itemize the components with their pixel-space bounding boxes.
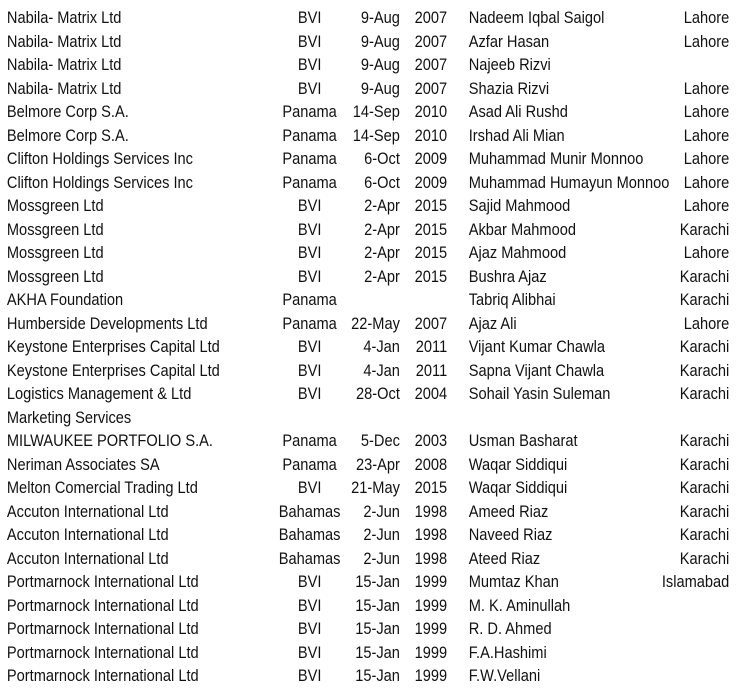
- year-cell: 2007: [414, 31, 448, 51]
- date-cell: 6-Oct: [364, 172, 400, 192]
- year-cell: 2015: [414, 266, 448, 286]
- table-row: [0, 453, 740, 477]
- year-cell: 2009: [414, 172, 448, 192]
- jurisdiction-cell: BVI: [297, 666, 322, 685]
- company-cell: Logistics Management & Ltd: [6, 384, 192, 403]
- table-row: [0, 77, 740, 101]
- jurisdiction-cell: Panama: [282, 431, 337, 450]
- jurisdiction-cell: BVI: [297, 196, 322, 215]
- company-cell: Marketing Services: [6, 407, 132, 427]
- city-cell: Karachi: [679, 548, 730, 568]
- person-name-cell: Bushra Ajaz: [468, 266, 547, 286]
- year-cell: 2008: [414, 454, 448, 474]
- jurisdiction-cell: Panama: [282, 149, 337, 168]
- person-name-cell: Ameed Riaz: [468, 501, 549, 521]
- city-cell: Lahore: [683, 243, 730, 262]
- date-cell: 14-Sep: [352, 125, 400, 145]
- year-cell: 2015: [414, 219, 448, 239]
- company-cell: Portmarnock International Ltd: [6, 642, 199, 662]
- city-cell: Karachi: [679, 525, 730, 544]
- date-cell: 2-Apr: [364, 243, 400, 262]
- city-cell: Lahore: [683, 172, 730, 192]
- jurisdiction-cell: Panama: [282, 313, 337, 333]
- date-cell: 9-Aug: [360, 78, 400, 98]
- city-cell: Karachi: [679, 431, 730, 450]
- person-name-cell: Sapna Vijant Chawla: [468, 360, 605, 380]
- jurisdiction-cell: Bahamas: [278, 548, 341, 568]
- table-row: [0, 547, 740, 571]
- table-row: [0, 641, 740, 665]
- jurisdiction-cell: BVI: [297, 478, 322, 497]
- person-name-cell: Vijant Kumar Chawla: [468, 337, 605, 356]
- table-row: [0, 147, 740, 171]
- year-cell: 2003: [414, 431, 448, 450]
- table-row: [0, 570, 740, 594]
- date-cell: 15-Jan: [355, 666, 400, 685]
- company-cell: Portmarnock International Ltd: [6, 619, 199, 638]
- date-cell: 6-Oct: [364, 149, 400, 168]
- jurisdiction-cell: BVI: [297, 595, 322, 615]
- company-cell: MILWAUKEE PORTFOLIO S.A.: [6, 431, 213, 450]
- date-cell: 2-Jun: [363, 525, 400, 544]
- city-cell: Karachi: [679, 478, 730, 497]
- year-cell: 1999: [414, 642, 448, 662]
- year-cell: 1999: [414, 619, 448, 638]
- person-name-cell: Nadeem Iqbal Saigol: [468, 8, 605, 27]
- year-cell: 2010: [414, 102, 448, 121]
- city-cell: Lahore: [683, 125, 730, 145]
- jurisdiction-cell: BVI: [297, 8, 322, 27]
- company-cell: Nabila- Matrix Ltd: [6, 55, 122, 74]
- year-cell: 1998: [414, 525, 448, 544]
- year-cell: 2004: [414, 384, 448, 403]
- person-name-cell: Waqar Siddiqui: [468, 478, 568, 497]
- date-cell: 15-Jan: [355, 595, 400, 615]
- person-name-cell: Naveed Riaz: [468, 525, 553, 544]
- company-cell: AKHA Foundation: [6, 290, 124, 309]
- company-cell: Melton Comercial Trading Ltd: [6, 478, 198, 497]
- date-cell: 5-Dec: [360, 431, 400, 450]
- person-name-cell: Muhammad Munir Monnoo: [468, 149, 644, 168]
- city-cell: Karachi: [679, 501, 730, 521]
- company-cell: Humberside Developments Ltd: [6, 313, 208, 333]
- jurisdiction-cell: Panama: [282, 172, 337, 192]
- table-row: [0, 100, 740, 124]
- year-cell: 1999: [414, 666, 448, 685]
- company-cell: Mossgreen Ltd: [6, 243, 104, 262]
- city-cell: Lahore: [683, 31, 730, 51]
- city-cell: Karachi: [679, 219, 730, 239]
- company-cell: Keystone Enterprises Capital Ltd: [6, 337, 220, 356]
- table-row: [0, 523, 740, 547]
- year-cell: 2009: [414, 149, 448, 168]
- table-row: [0, 218, 740, 242]
- city-cell: Karachi: [679, 454, 730, 474]
- date-cell: 2-Apr: [364, 196, 400, 215]
- jurisdiction-cell: BVI: [297, 55, 322, 74]
- city-cell: Lahore: [683, 8, 730, 27]
- city-cell: Lahore: [683, 196, 730, 215]
- table-row: [0, 53, 740, 77]
- person-name-cell: Shazia Rizvi: [468, 78, 550, 98]
- city-cell: Karachi: [679, 266, 730, 286]
- table-row: [0, 359, 740, 383]
- table-row: [0, 6, 740, 30]
- table-row: [0, 476, 740, 500]
- city-cell: Lahore: [683, 149, 730, 168]
- year-cell: 2010: [414, 125, 448, 145]
- year-cell: 2015: [414, 196, 448, 215]
- year-cell: 2011: [415, 337, 448, 356]
- records-table: [0, 6, 740, 688]
- jurisdiction-cell: BVI: [297, 337, 322, 356]
- table-row: [0, 500, 740, 524]
- person-name-cell: Najeeb Rizvi: [468, 55, 551, 74]
- company-cell: Keystone Enterprises Capital Ltd: [6, 360, 220, 380]
- table-row: [0, 171, 740, 195]
- year-cell: 2011: [415, 360, 448, 380]
- person-name-cell: Tabriq Alibhai: [468, 290, 556, 309]
- table-row: [0, 30, 740, 54]
- city-cell: Karachi: [679, 360, 730, 380]
- company-cell: Nabila- Matrix Ltd: [6, 78, 122, 98]
- company-cell: Mossgreen Ltd: [6, 219, 104, 239]
- person-name-cell: Ajaz Mahmood: [468, 243, 567, 262]
- table-row: [0, 265, 740, 289]
- table-row: [0, 335, 740, 359]
- jurisdiction-cell: Bahamas: [278, 501, 341, 521]
- jurisdiction-cell: Panama: [282, 454, 337, 474]
- year-cell: 2007: [414, 313, 448, 333]
- year-cell: 2007: [414, 78, 448, 98]
- city-cell: Lahore: [683, 102, 730, 121]
- table-row: [0, 594, 740, 618]
- company-cell: Portmarnock International Ltd: [6, 572, 199, 591]
- table-row: [0, 664, 740, 688]
- person-name-cell: Akbar Mahmood: [468, 219, 576, 239]
- jurisdiction-cell: BVI: [297, 78, 322, 98]
- date-cell: 23-Apr: [356, 454, 400, 474]
- person-name-cell: Asad Ali Rushd: [468, 102, 568, 121]
- company-cell: Nabila- Matrix Ltd: [6, 8, 122, 27]
- jurisdiction-cell: Panama: [282, 125, 337, 145]
- person-name-cell: F.A.Hashimi: [468, 642, 547, 662]
- table-row: [0, 288, 740, 312]
- person-name-cell: Usman Basharat: [468, 431, 578, 450]
- jurisdiction-cell: BVI: [297, 572, 322, 591]
- person-name-cell: Waqar Siddiqui: [468, 454, 568, 474]
- person-name-cell: Sohail Yasin Suleman: [468, 384, 611, 403]
- city-cell: Karachi: [679, 337, 730, 356]
- company-cell: Clifton Holdings Services Inc: [6, 172, 193, 192]
- company-cell: Clifton Holdings Services Inc: [6, 149, 193, 168]
- year-cell: 1998: [414, 501, 448, 521]
- company-cell: Mossgreen Ltd: [6, 266, 104, 286]
- jurisdiction-cell: BVI: [297, 384, 322, 403]
- person-name-cell: F.W.Vellani: [468, 666, 541, 685]
- jurisdiction-cell: BVI: [297, 360, 322, 380]
- year-cell: 1998: [414, 548, 448, 568]
- date-cell: 22-May: [351, 313, 400, 333]
- jurisdiction-cell: BVI: [297, 266, 322, 286]
- person-name-cell: Muhammad Humayun Monnoo: [468, 172, 670, 192]
- date-cell: 2-Jun: [363, 548, 400, 568]
- jurisdiction-cell: BVI: [297, 642, 322, 662]
- date-cell: 4-Jan: [363, 337, 400, 356]
- company-cell: Mossgreen Ltd: [6, 196, 104, 215]
- person-name-cell: Sajid Mahmood: [468, 196, 571, 215]
- person-name-cell: Ateed Riaz: [468, 548, 541, 568]
- date-cell: 2-Apr: [364, 266, 400, 286]
- company-cell: Neriman Associates SA: [6, 454, 160, 474]
- company-cell: Belmore Corp S.A.: [6, 102, 129, 121]
- jurisdiction-cell: BVI: [297, 619, 322, 638]
- table-row: [0, 617, 740, 641]
- jurisdiction-cell: Panama: [282, 290, 337, 309]
- jurisdiction-cell: Panama: [282, 102, 337, 121]
- city-cell: Karachi: [679, 290, 730, 309]
- year-cell: 2015: [414, 478, 448, 497]
- person-name-cell: Irshad Ali Mian: [468, 125, 565, 145]
- date-cell: 14-Sep: [352, 102, 400, 121]
- table-row: [0, 429, 740, 453]
- city-cell: Karachi: [679, 384, 730, 403]
- person-name-cell: Azfar Hasan: [468, 31, 550, 51]
- company-cell: Portmarnock International Ltd: [6, 595, 199, 615]
- date-cell: 9-Aug: [360, 31, 400, 51]
- jurisdiction-cell: BVI: [297, 243, 322, 262]
- date-cell: 15-Jan: [355, 572, 400, 591]
- jurisdiction-cell: BVI: [297, 31, 322, 51]
- person-name-cell: R. D. Ahmed: [468, 619, 552, 638]
- city-cell: Lahore: [683, 313, 730, 333]
- city-cell: Lahore: [683, 78, 730, 98]
- person-name-cell: Mumtaz Khan: [468, 572, 559, 591]
- date-cell: 15-Jan: [355, 642, 400, 662]
- company-cell: Accuton International Ltd: [6, 501, 169, 521]
- city-cell: Islamabad: [661, 572, 730, 591]
- company-cell: Portmarnock International Ltd: [6, 666, 199, 685]
- date-cell: 21-May: [351, 478, 400, 497]
- table-row: [0, 406, 740, 430]
- date-cell: 9-Aug: [360, 8, 400, 27]
- person-name-cell: Ajaz Ali: [468, 313, 517, 333]
- company-cell: Accuton International Ltd: [6, 548, 169, 568]
- table-row: [0, 312, 740, 336]
- person-name-cell: M. K. Aminullah: [468, 595, 571, 615]
- table-row: [0, 382, 740, 406]
- company-cell: Belmore Corp S.A.: [6, 125, 129, 145]
- company-cell: Accuton International Ltd: [6, 525, 169, 544]
- date-cell: 4-Jan: [363, 360, 400, 380]
- date-cell: 9-Aug: [360, 55, 400, 74]
- date-cell: 15-Jan: [355, 619, 400, 638]
- year-cell: 1999: [414, 572, 448, 591]
- table-row: [0, 241, 740, 265]
- table-row: [0, 194, 740, 218]
- company-cell: Nabila- Matrix Ltd: [6, 31, 122, 51]
- date-cell: 28-Oct: [356, 384, 400, 403]
- table-row: [0, 124, 740, 148]
- year-cell: 2007: [414, 8, 448, 27]
- date-cell: 2-Apr: [364, 219, 400, 239]
- year-cell: 1999: [414, 595, 448, 615]
- year-cell: 2015: [414, 243, 448, 262]
- jurisdiction-cell: BVI: [297, 219, 322, 239]
- jurisdiction-cell: Bahamas: [278, 525, 341, 544]
- date-cell: 2-Jun: [363, 501, 400, 521]
- year-cell: 2007: [414, 55, 448, 74]
